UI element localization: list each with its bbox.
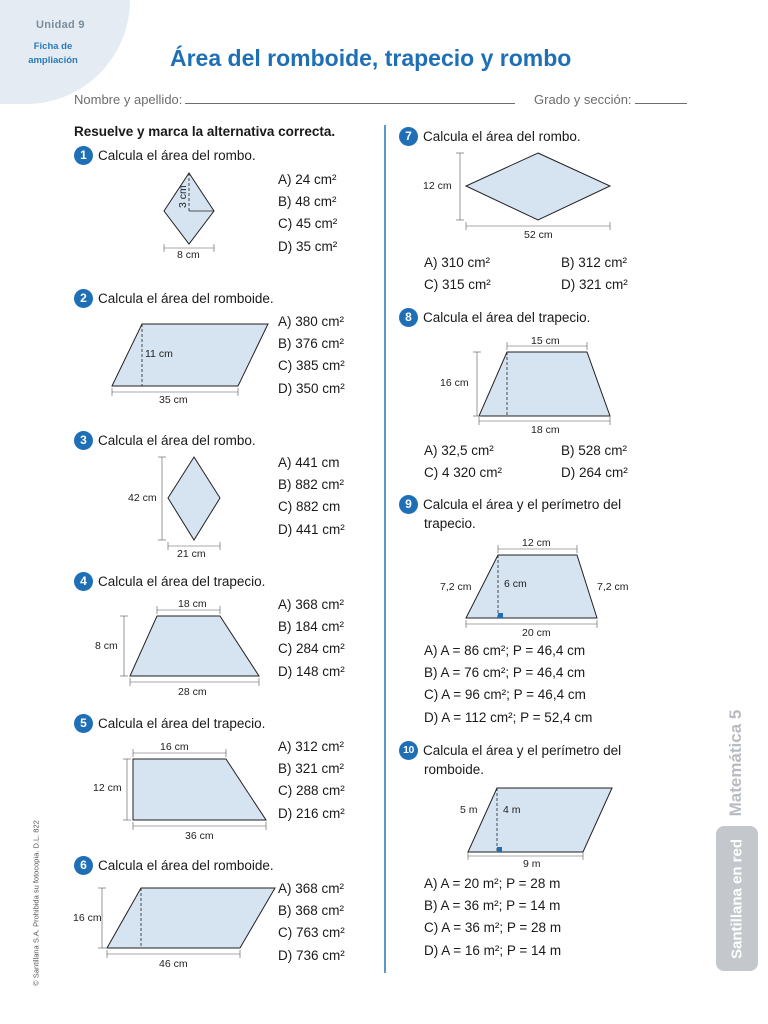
column-divider [384, 125, 386, 973]
page-title: Área del romboide, trapecio y rombo [170, 45, 572, 71]
question-text: Calcula el área del trapecio. [98, 574, 266, 589]
question-9 [399, 495, 621, 532]
trapezoid-figure-4 [92, 594, 267, 700]
publisher-badge [716, 826, 758, 971]
option-a[interactable]: A) 32,5 cm² [424, 443, 494, 458]
option-b[interactable]: B) A = 36 m²; P = 14 m [424, 898, 561, 914]
sheet-type-label [14, 40, 92, 68]
question-4 [74, 572, 265, 591]
name-field[interactable] [74, 92, 515, 107]
options-5 [278, 736, 345, 825]
question-3 [74, 431, 256, 450]
rhombus-figure-7 [420, 148, 620, 244]
dimension-label: 18 cm [531, 424, 560, 436]
dimension-label: 7,2 cm [440, 581, 472, 593]
dimension-label: 28 cm [178, 686, 207, 698]
options-1 [278, 169, 337, 258]
dimension-label: 16 cm [440, 377, 469, 389]
option-b[interactable]: B) 528 cm² [561, 443, 628, 458]
option-c[interactable]: C) 763 cm² [278, 925, 345, 941]
dimension-label: 36 cm [185, 830, 214, 842]
option-d[interactable]: D) 148 cm² [278, 663, 345, 679]
copyright-text: © Santillana S.A. Prohibida su fotocopia. D.L. 822 [31, 819, 41, 986]
options-6 [278, 878, 345, 967]
option-b[interactable]: B) 312 cm² [561, 255, 628, 270]
dimension-label: 46 cm [159, 958, 188, 970]
options-9 [424, 640, 592, 729]
name-blank-line[interactable] [185, 93, 515, 104]
option-d[interactable]: D) 321 cm² [561, 277, 628, 292]
instructions: Resuelve y marca la alternativa correcta. [74, 124, 336, 139]
name-label: Nombre y apellido: [74, 92, 183, 107]
question-number-badge: 5 [74, 714, 93, 733]
dimension-label: 5 m [460, 804, 478, 816]
dimension-label: 3 cm [177, 185, 189, 208]
question-8 [399, 308, 590, 327]
rhombus-figure-1 [150, 168, 240, 264]
option-a[interactable]: A) A = 20 m²; P = 28 m [424, 876, 561, 891]
option-a[interactable]: A) 24 cm² [278, 172, 337, 187]
option-b[interactable]: B) 184 cm² [278, 619, 345, 635]
question-text: Calcula el área del romboide. [98, 291, 274, 306]
option-a[interactable]: A) 380 cm² [278, 314, 345, 329]
option-b[interactable]: B) 376 cm² [278, 336, 345, 352]
sheet-type-line1: Ficha de [33, 41, 73, 52]
dimension-label: 52 cm [524, 229, 553, 241]
grade-label: Grado y sección: [534, 92, 632, 107]
option-b[interactable]: B) A = 76 cm²; P = 46,4 cm [424, 665, 586, 681]
options-8 [424, 440, 664, 484]
option-c[interactable]: C) 882 cm [278, 499, 341, 515]
option-d[interactable]: D) 350 cm² [278, 380, 345, 396]
option-b[interactable]: B) 882 cm² [278, 477, 345, 493]
trapezoid-figure-5 [90, 737, 270, 845]
grade-blank-line[interactable] [635, 93, 687, 104]
sheet-type-line2: ampliación [28, 55, 78, 66]
dimension-label: 16 cm [73, 912, 102, 924]
question-6 [74, 856, 274, 875]
subject-side-title [712, 705, 760, 820]
dimension-label: 9 m [523, 858, 541, 870]
dimension-label: 11 cm [145, 348, 173, 360]
dimension-label: 8 cm [177, 249, 200, 261]
dimension-label: 16 cm [160, 741, 189, 753]
dimension-label: 12 cm [522, 537, 551, 549]
option-c[interactable]: C) A = 96 cm²; P = 46,4 cm [424, 687, 586, 703]
unit-label: Unidad 9 [36, 19, 85, 31]
copyright-notice [22, 819, 50, 986]
option-a[interactable]: A) 441 cm [278, 455, 340, 470]
option-c[interactable]: C) 45 cm² [278, 216, 338, 232]
trapezoid-figure-8 [435, 332, 625, 438]
question-number-badge: 2 [74, 289, 93, 308]
question-number-badge: 4 [74, 572, 93, 591]
question-text-line1: Calcula el área y el perímetro del [423, 497, 622, 512]
option-a[interactable]: A) 310 cm² [424, 255, 491, 270]
trapezoid-figure-9 [436, 532, 646, 640]
dimension-label: 15 cm [531, 335, 560, 347]
option-d[interactable]: D) A = 16 m²; P = 14 m [424, 942, 562, 958]
question-number-badge: 10 [399, 741, 418, 760]
grade-field[interactable] [534, 92, 687, 107]
question-text-line2: romboide. [424, 762, 485, 777]
question-number-badge: 1 [74, 146, 93, 165]
question-number-badge: 8 [399, 308, 418, 327]
question-number-badge: 3 [74, 431, 93, 450]
question-text: Calcula el área del trapecio. [98, 716, 266, 731]
dimension-label: 18 cm [178, 598, 207, 610]
rhombus-figure-3 [125, 452, 235, 562]
option-d[interactable]: D) 216 cm² [278, 805, 345, 821]
question-text-line1: Calcula el área y el perímetro del [423, 743, 622, 758]
option-c[interactable]: C) 385 cm² [278, 358, 345, 374]
option-a[interactable]: A) 368 cm² [278, 597, 345, 612]
rhomboid-figure-6 [70, 880, 280, 972]
dimension-label: 6 cm [504, 578, 527, 590]
question-text: Calcula el área del romboide. [98, 858, 274, 873]
option-c[interactable]: C) 284 cm² [278, 641, 345, 657]
question-2 [74, 289, 274, 308]
question-1 [74, 146, 256, 165]
question-7 [399, 127, 581, 146]
option-b[interactable]: B) 368 cm² [278, 903, 345, 919]
dimension-label: 8 cm [95, 640, 118, 652]
dimension-label: 4 m [503, 804, 521, 816]
rhomboid-figure-2 [108, 320, 278, 410]
question-text-line2: trapecio. [424, 516, 476, 531]
option-d[interactable]: D) 441 cm² [278, 521, 345, 537]
dimension-label: 35 cm [159, 394, 188, 406]
options-3 [278, 452, 345, 541]
option-d[interactable]: D) 264 cm² [561, 465, 628, 480]
rhomboid-figure-10 [450, 782, 640, 874]
options-4 [278, 594, 345, 683]
options-7 [424, 252, 664, 296]
option-d[interactable]: D) 736 cm² [278, 947, 345, 963]
options-10 [424, 873, 561, 962]
option-b[interactable]: B) 321 cm² [278, 761, 345, 777]
question-text: Calcula el área del rombo. [423, 129, 581, 144]
options-2 [278, 311, 345, 400]
question-number-badge: 6 [74, 856, 93, 875]
option-a[interactable]: A) A = 86 cm²; P = 46,4 cm [424, 643, 586, 658]
option-d[interactable]: D) A = 112 cm²; P = 52,4 cm [424, 709, 593, 725]
option-c[interactable]: C) A = 36 m²; P = 28 m [424, 920, 562, 936]
question-5 [74, 714, 265, 733]
question-text: Calcula el área del rombo. [98, 433, 256, 448]
dimension-label: 7,2 cm [597, 581, 629, 593]
dimension-label: 20 cm [522, 627, 551, 639]
option-c[interactable]: C) 288 cm² [278, 783, 345, 799]
dimension-label: 12 cm [423, 180, 452, 192]
subject-label: Matemática 5 [726, 709, 745, 816]
option-c[interactable]: C) 315 cm² [424, 277, 491, 292]
dimension-label: 21 cm [177, 548, 206, 560]
option-c[interactable]: C) 4 320 cm² [424, 465, 503, 480]
question-number-badge: 7 [399, 127, 418, 146]
question-text: Calcula el área del trapecio. [423, 310, 591, 325]
question-10 [399, 741, 621, 778]
dimension-label: 42 cm [128, 492, 157, 504]
option-d[interactable]: D) 35 cm² [278, 238, 338, 254]
dimension-label: 12 cm [93, 782, 122, 794]
option-a[interactable]: A) 368 cm² [278, 881, 345, 896]
question-number-badge: 9 [399, 495, 418, 514]
publisher-logo-text: Santillana en red [728, 838, 746, 959]
option-a[interactable]: A) 312 cm² [278, 739, 345, 754]
question-text: Calcula el área del rombo. [98, 148, 256, 163]
option-b[interactable]: B) 48 cm² [278, 194, 337, 210]
